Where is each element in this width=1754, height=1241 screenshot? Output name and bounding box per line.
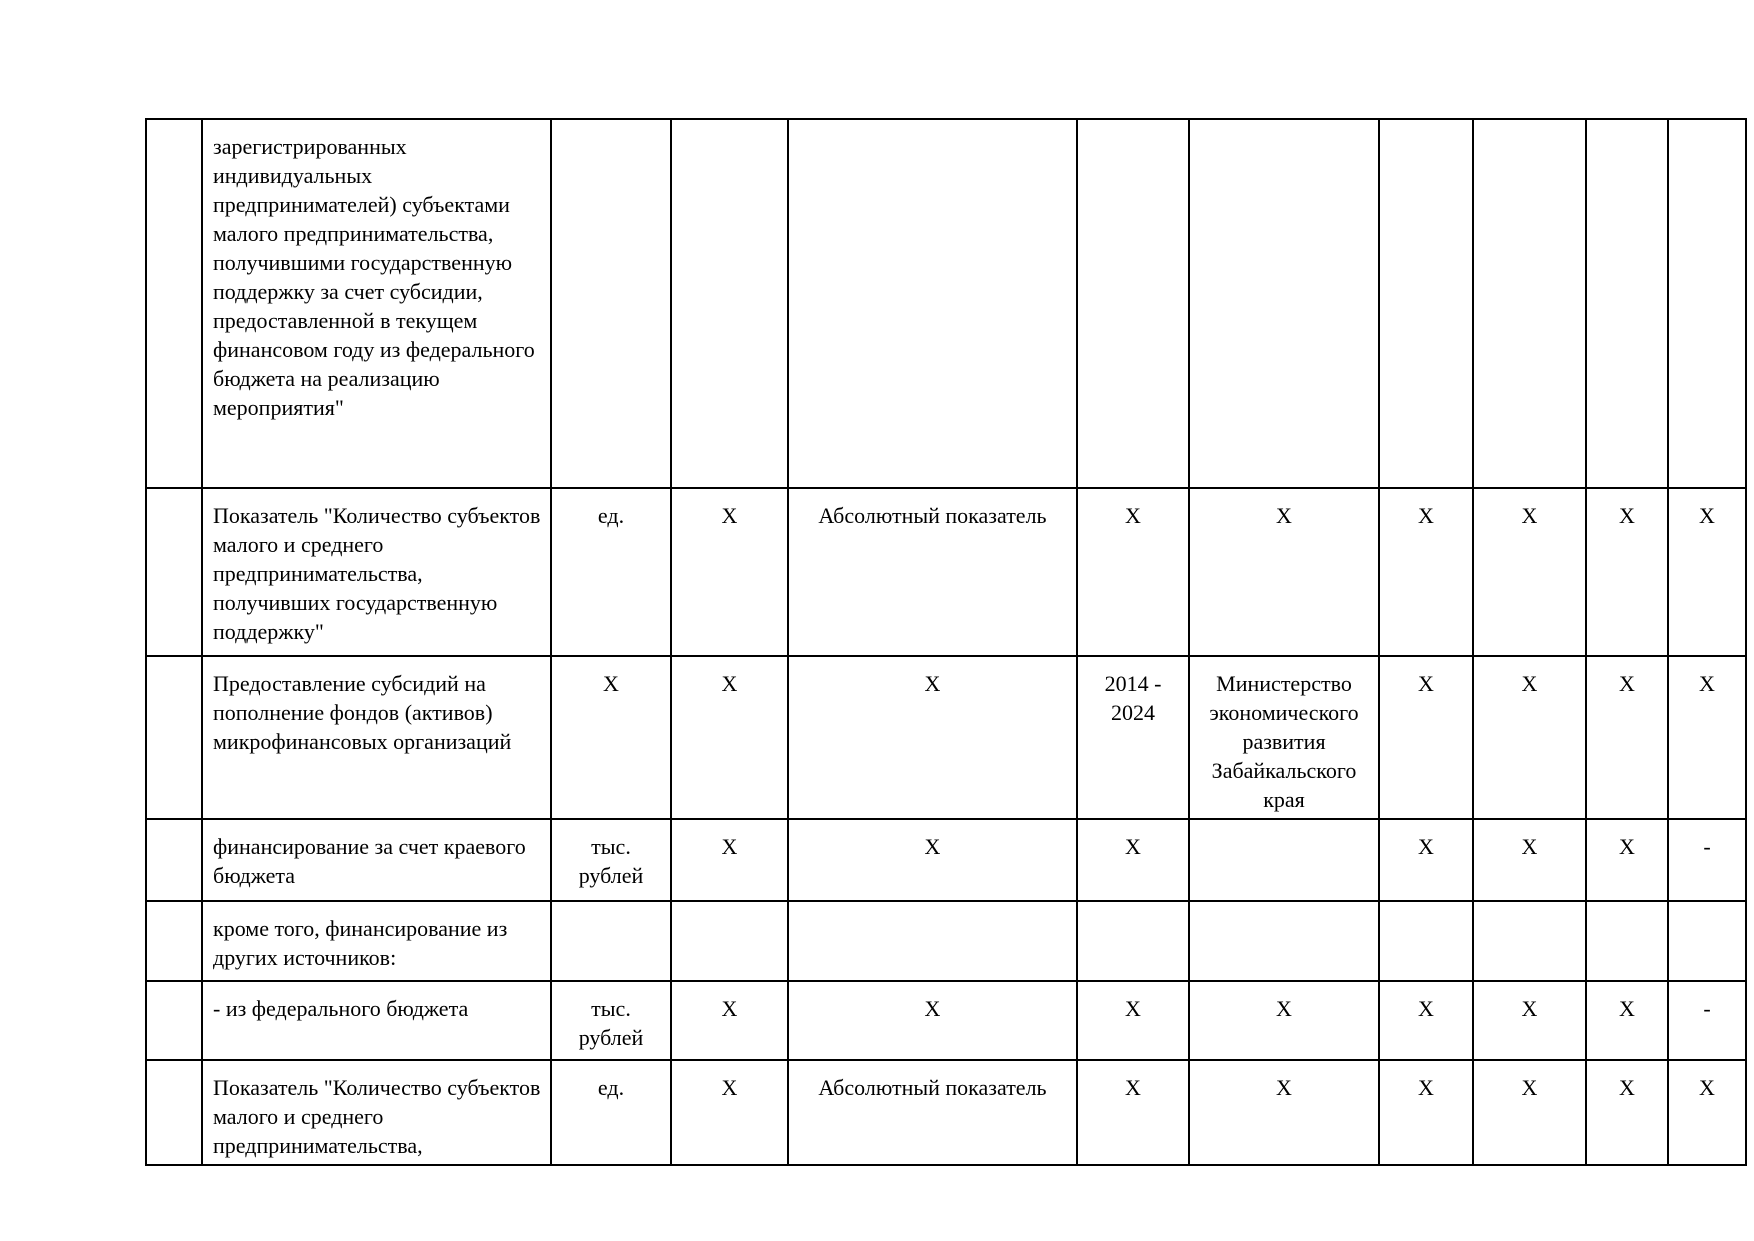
table-cell: Х (1189, 1060, 1379, 1165)
table-cell: Х (1077, 488, 1189, 656)
table-cell (1077, 119, 1189, 488)
table-cell: ед. (551, 1060, 671, 1165)
table-cell: Х (1473, 1060, 1586, 1165)
table-cell: Х (1077, 1060, 1189, 1165)
table-cell (146, 488, 202, 656)
table-cell: Х (671, 488, 788, 656)
table-cell (788, 119, 1077, 488)
table-cell: Х (1473, 656, 1586, 819)
table-cell: Х (1473, 819, 1586, 901)
description-cell: зарегистрированных индивидуальных предпринимателей) субъектами малого предпринимательства, получившими государственную поддержку за счет субсидии, предоставленной в текущем финансовом году из федерального бюджета на реализацию мероприятия" (202, 119, 551, 488)
table-cell: Х (1586, 819, 1668, 901)
table-cell: Х (788, 819, 1077, 901)
table-cell: - (1668, 819, 1746, 901)
table-cell: Х (1379, 819, 1473, 901)
table-cell: Х (1668, 1060, 1746, 1165)
table-cell (146, 656, 202, 819)
table-cell (1379, 119, 1473, 488)
table-cell: Х (788, 656, 1077, 819)
table-cell (1379, 901, 1473, 981)
table-row (146, 1060, 1746, 1165)
table-cell: тыс. рублей (551, 981, 671, 1060)
table-cell (1473, 119, 1586, 488)
description-cell: финансирование за счет краевого бюджета (202, 819, 551, 901)
description-cell: Показатель "Количество субъектов малого и среднего предпринимательства, получивших государственную поддержку" (202, 488, 551, 656)
table-cell: Х (1668, 656, 1746, 819)
table-cell (671, 901, 788, 981)
table-cell: 2014 - 2024 (1077, 656, 1189, 819)
table-row (146, 819, 1746, 901)
table-cell (1189, 901, 1379, 981)
description-cell: Предоставление субсидий на пополнение фондов (активов) микрофинансовых организаций (202, 656, 551, 819)
table-cell (146, 901, 202, 981)
table-cell (1668, 119, 1746, 488)
table-row (146, 981, 1746, 1060)
table-row (146, 488, 1746, 656)
program-measures-table (145, 118, 1747, 1166)
table-cell: Министерство экономического развития Забайкальского края (1189, 656, 1379, 819)
table-cell: Х (788, 981, 1077, 1060)
table-cell: Х (1379, 981, 1473, 1060)
table-cell (146, 819, 202, 901)
table-cell: Х (1379, 1060, 1473, 1165)
table-cell: Абсолютный показатель (788, 488, 1077, 656)
table-cell (146, 1060, 202, 1165)
table-cell (1668, 901, 1746, 981)
table-cell: Х (1189, 981, 1379, 1060)
table-cell: - (1668, 981, 1746, 1060)
table-cell: Х (1379, 656, 1473, 819)
table-cell: Х (1473, 981, 1586, 1060)
table-cell: Х (1668, 488, 1746, 656)
table-cell: Х (1077, 981, 1189, 1060)
table-cell: Абсолютный показатель (788, 1060, 1077, 1165)
description-cell: кроме того, финансирование из других источников: (202, 901, 551, 981)
table-cell (788, 901, 1077, 981)
table-cell: Х (1586, 656, 1668, 819)
table-cell (1586, 901, 1668, 981)
table-cell: Х (1189, 488, 1379, 656)
table-cell: Х (671, 1060, 788, 1165)
table-cell: Х (1379, 488, 1473, 656)
table-cell (1189, 119, 1379, 488)
table-row (146, 119, 1746, 488)
table-row (146, 656, 1746, 819)
table-cell: Х (1586, 488, 1668, 656)
table-cell (146, 981, 202, 1060)
table-cell (671, 119, 788, 488)
description-cell: Показатель "Количество субъектов малого и среднего предпринимательства, (202, 1060, 551, 1165)
table-cell: ед. (551, 488, 671, 656)
table-cell: Х (671, 819, 788, 901)
table-cell (1077, 901, 1189, 981)
table-cell (551, 119, 671, 488)
table-cell: Х (671, 656, 788, 819)
table-cell: Х (1586, 1060, 1668, 1165)
table-cell: Х (1077, 819, 1189, 901)
table-cell (1189, 819, 1379, 901)
table-cell: Х (1473, 488, 1586, 656)
description-cell: - из федерального бюджета (202, 981, 551, 1060)
table-cell (551, 901, 671, 981)
table-cell (1586, 119, 1668, 488)
table-cell: Х (1586, 981, 1668, 1060)
table-cell: Х (671, 981, 788, 1060)
table-cell (1473, 901, 1586, 981)
table-cell (146, 119, 202, 488)
table-row (146, 901, 1746, 981)
table-cell: тыс. рублей (551, 819, 671, 901)
table-cell: Х (551, 656, 671, 819)
